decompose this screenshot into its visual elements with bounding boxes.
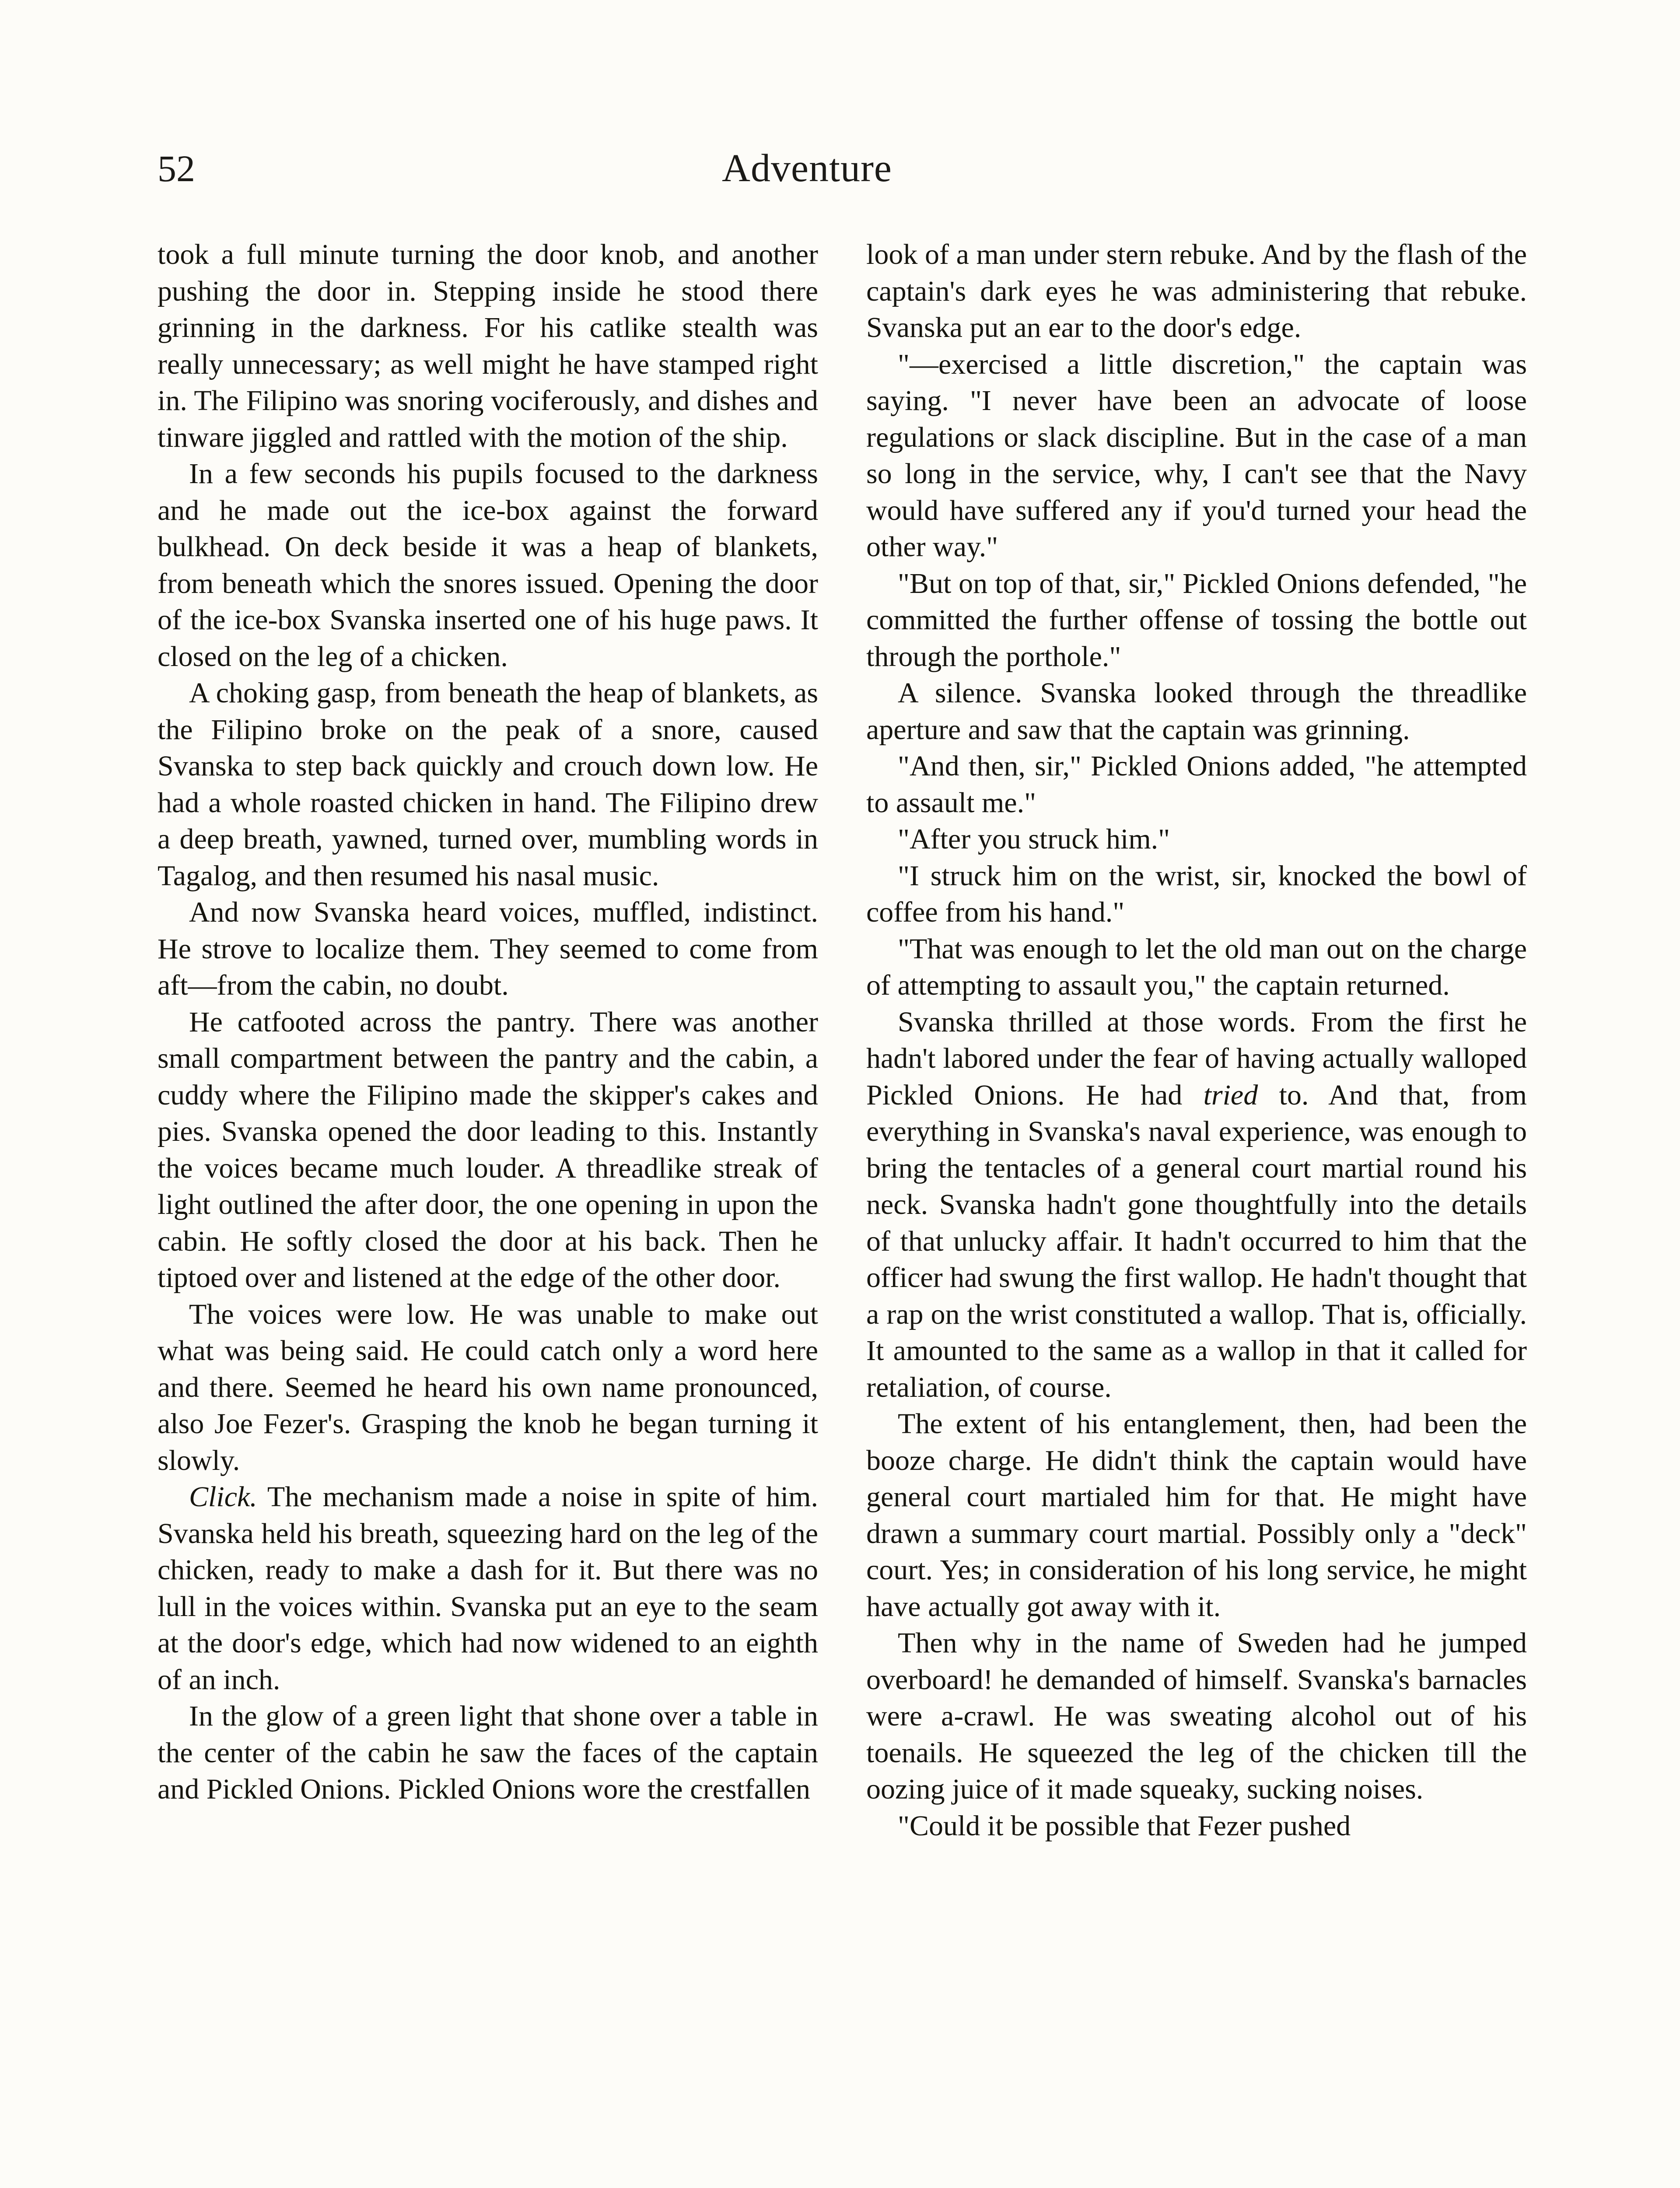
paragraph: He catfooted across the pantry. There was another small compartment between the pantry and the cabin, a cuddy where the Filipino made the skipper's cakes and pies. Svanska opened the door leading to this. Instantly the voices became much louder. A threadlike streak of light outlined the after door, the one opening in upon the cabin. He softly closed the door at his back. Then he tiptoed over and listened at the edge of the other door. <box>158 1006 818 1294</box>
running-title: Adventure <box>722 147 892 190</box>
paragraph: "But on top of that, sir," Pickled Onions defended, "he committed the further offense of tossing the bottle out through the porthole." <box>866 567 1527 673</box>
paragraph: "Could it be possible that Fezer pushed <box>898 1809 1351 1842</box>
right-column <box>866 236 1527 2188</box>
paragraph: And now Svanska heard voices, muffled, indistinct. He strove to localize them. They seemed to come from aft—from the cabin, no doubt. <box>158 896 818 1001</box>
paragraph: Then why in the name of Sweden had he jumped overboard! he demanded of himself. Svanska's barnacles were a-crawl. He was sweating alcohol out of his toenails. He squeezed the leg of the chicken till the oozing juice of it made squeaky, sucking noises. <box>866 1627 1527 1805</box>
paragraph: look of a man under stern rebuke. And by the flash of the captain's dark eyes he was administering that rebuke. Svanska put an ear to the door's edge. <box>866 238 1527 344</box>
paragraph: "After you struck him." <box>898 823 1170 855</box>
paragraph-text: Svanska thrilled at those words. From the first he hadn't labored under the fear of having actually walloped Pickled Onions. He had <box>866 1006 1527 1111</box>
paragraph: A silence. Svanska looked through the threadlike aperture and saw that the captain was grinning. <box>866 677 1527 746</box>
paragraph: A choking gasp, from beneath the heap of blankets, as the Filipino broke on the peak of a snore, caused Svanska to step back quickly and crouch down low. He had a whole roasted chicken in hand. The Filipino drew a deep breath, yawned, turned over, mumbling words in Tagalog, and then resumed his nasal music. <box>158 677 818 892</box>
paragraph: "That was enough to let the old man out on the charge of attempting to assault you," the captain returned. <box>866 933 1527 1001</box>
text-columns <box>158 236 1527 2188</box>
paragraph: In the glow of a green light that shone over a table in the center of the cabin he saw the faces of the captain and Pickled Onions. Pickled Onions wore the crestfallen <box>158 1700 818 1805</box>
italic-word: tried <box>1203 1079 1258 1111</box>
paragraph: "—exercised a little discretion," the captain was saying. "I never have been an advocate of loose regulations or slack discipline. But in the case of a man so long in the service, why, I can't see that the Navy would have suffered any if you'd turned your head the other way." <box>866 348 1527 563</box>
left-column <box>158 236 818 2188</box>
paragraph-text: to. And that, from everything in Svanska's naval experience, was enough to bring the tentacles of a general court martial round his neck. Svanska hadn't gone thoughtfully into the details of that unlucky affair. It hadn't occurred to him that the officer had swung the first wallop. He hadn't thought that a rap on the wrist constituted a wallop. That is, officially. It amounted to the same as a wallop in that it called for retaliation, of course. <box>866 1079 1527 1403</box>
paragraph-text: The mechanism made a noise in spite of him. Svanska held his breath, squeezing hard on the leg of the chicken, ready to make a dash for it. But there was no lull in the voices within. Svanska put an eye to the seam at the door's edge, which had now widened to an eighth of an inch. <box>158 1481 818 1696</box>
paragraph: The voices were low. He was unable to make out what was being said. He could catch only a word here and there. Seemed he heard his own name pronounced, also Joe Fezer's. Grasping the knob he began turning it slowly. <box>158 1298 818 1476</box>
paragraph: The extent of his entanglement, then, had been the booze charge. He didn't think the captain would have general court martialed him for that. He might have drawn a summary court martial. Possibly only a "deck" court. Yes; in consideration of his long service, he might have actually got away with it. <box>866 1408 1527 1623</box>
paragraph <box>158 1479 818 1698</box>
paragraph <box>866 1004 1527 1406</box>
italic-word: Click. <box>189 1481 257 1513</box>
paragraph: "I struck him on the wrist, sir, knocked the bowl of coffee from his hand." <box>866 859 1527 928</box>
page-number: 52 <box>158 147 195 189</box>
paragraph: In a few seconds his pupils focused to the darkness and he made out the ice-box against the forward bulkhead. On deck beside it was a heap of blankets, from beneath which the snores issued. Opening the door of the ice-box Svanska inserted one of his huge paws. It closed on the leg of a chicken. <box>158 458 818 673</box>
paragraph: took a full minute turning the door knob, and another pushing the door in. Stepping inside he stood there grinning in the darkness. For his catlike stealth was really unnecessary; as well might he have stamped right in. The Filipino was snoring vociferously, and dishes and tinware jiggled and rattled with the motion of the ship. <box>158 238 818 453</box>
paragraph: "And then, sir," Pickled Onions added, "he attempted to assault me." <box>866 750 1527 819</box>
page-header <box>158 144 1522 206</box>
